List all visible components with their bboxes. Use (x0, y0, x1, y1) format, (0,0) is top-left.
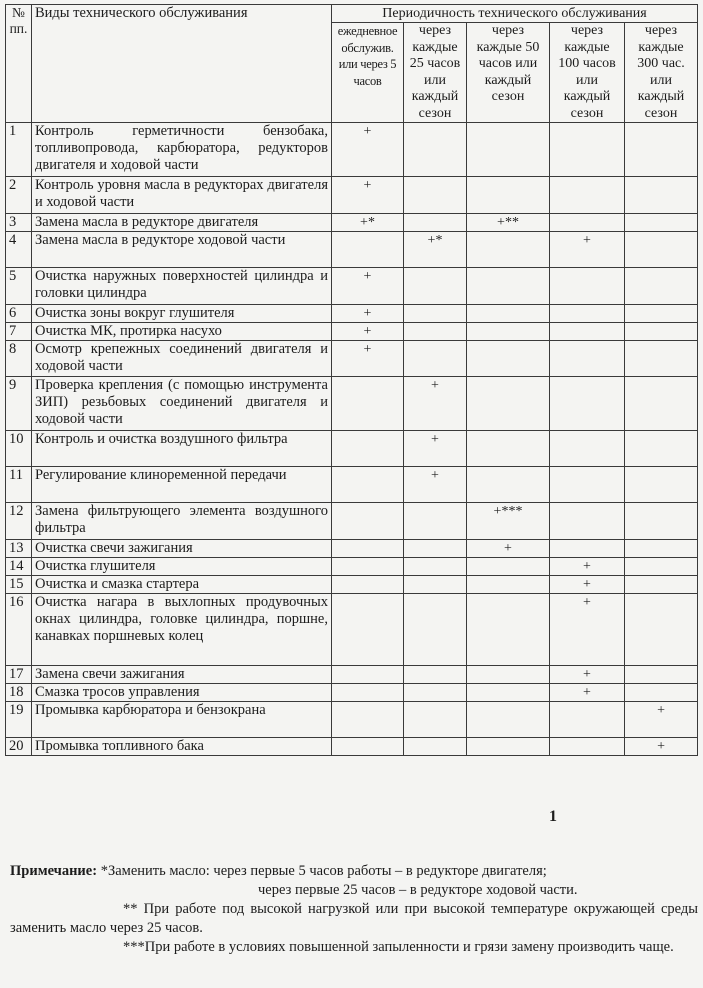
mark-daily (332, 377, 404, 431)
table-row (6, 341, 698, 377)
mark-daily: + (332, 268, 404, 305)
row-number: 8 (6, 341, 32, 377)
service-name: Очистка и смазка стартера (32, 576, 332, 594)
table-row (6, 268, 698, 305)
mark-25h (404, 177, 467, 214)
mark-25h (404, 738, 467, 756)
mark-100h: + (550, 558, 625, 576)
mark-100h (550, 738, 625, 756)
mark-50h (467, 558, 550, 576)
handwritten-mark: 1 (549, 808, 557, 825)
mark-50h (467, 268, 550, 305)
header-col-300h: через каждые 300 час. или каждый сезон (625, 23, 698, 123)
footnote-line-4: ***При работе в условиях повышенной запыленности и грязи замену производить чаще. (123, 939, 674, 955)
service-name: Очистка зоны вокруг глушителя (32, 305, 332, 323)
mark-daily (332, 576, 404, 594)
footnote-text-1: *Заменить масло: через первые 5 часов работы – в редукторе двигателя; (100, 863, 547, 879)
table-row (6, 702, 698, 738)
mark-50h (467, 684, 550, 702)
mark-100h (550, 323, 625, 341)
mark-100h (550, 431, 625, 467)
mark-50h (467, 177, 550, 214)
mark-daily (332, 684, 404, 702)
mark-daily: + (332, 305, 404, 323)
mark-25h: + (404, 431, 467, 467)
mark-300h (625, 431, 698, 467)
table-row (6, 540, 698, 558)
header-number: № пп. (6, 5, 32, 123)
row-number: 19 (6, 702, 32, 738)
service-name: Замена масла в редукторе ходовой части (32, 232, 332, 268)
mark-daily (332, 666, 404, 684)
mark-daily (332, 232, 404, 268)
row-number: 4 (6, 232, 32, 268)
mark-25h (404, 341, 467, 377)
service-name: Контроль герметичности бензобака, топливопровода, карбюратора, редукторов двигателя и ходовой части (32, 123, 332, 177)
mark-300h (625, 558, 698, 576)
service-name: Осмотр крепежных соединений двигателя и ходовой части (32, 341, 332, 377)
mark-daily: + (332, 341, 404, 377)
mark-50h: + (467, 540, 550, 558)
row-number: 7 (6, 323, 32, 341)
table-row (6, 177, 698, 214)
mark-daily: + (332, 323, 404, 341)
service-name: Смазка тросов управления (32, 684, 332, 702)
mark-25h (404, 305, 467, 323)
row-number: 2 (6, 177, 32, 214)
header-periodicity: Периодичность технического обслуживания (332, 5, 698, 23)
mark-300h (625, 232, 698, 268)
table-row (6, 576, 698, 594)
mark-50h: +** (467, 214, 550, 232)
mark-50h (467, 576, 550, 594)
mark-50h (467, 123, 550, 177)
service-name: Очистка МК, протирка насухо (32, 323, 332, 341)
mark-50h (467, 341, 550, 377)
mark-daily (332, 702, 404, 738)
service-name: Замена свечи зажигания (32, 666, 332, 684)
table-row (6, 738, 698, 756)
table-row (6, 684, 698, 702)
mark-daily (332, 431, 404, 467)
mark-daily: + (332, 177, 404, 214)
mark-300h (625, 503, 698, 540)
header-col-50h: через каждые 50 часов или каждый сезон (467, 23, 550, 123)
maintenance-table (5, 4, 698, 756)
table-row (6, 431, 698, 467)
mark-25h (404, 684, 467, 702)
row-number: 14 (6, 558, 32, 576)
footnote (10, 862, 698, 957)
row-number: 15 (6, 576, 32, 594)
mark-300h (625, 305, 698, 323)
mark-100h (550, 123, 625, 177)
mark-50h (467, 666, 550, 684)
table-row (6, 305, 698, 323)
mark-300h (625, 341, 698, 377)
table-row (6, 503, 698, 540)
mark-50h (467, 377, 550, 431)
row-number: 11 (6, 467, 32, 503)
service-name: Промывка топливного бака (32, 738, 332, 756)
service-name: Очистка наружных поверхностей цилиндра и головки цилиндра (32, 268, 332, 305)
mark-100h (550, 268, 625, 305)
mark-300h (625, 268, 698, 305)
mark-50h (467, 467, 550, 503)
mark-50h (467, 431, 550, 467)
footnote-label: Примечание: (10, 863, 98, 879)
mark-25h (404, 123, 467, 177)
row-number: 9 (6, 377, 32, 431)
table-row (6, 123, 698, 177)
mark-100h: + (550, 594, 625, 666)
mark-300h (625, 123, 698, 177)
service-name: Замена масла в редукторе двигателя (32, 214, 332, 232)
table-row (6, 377, 698, 431)
mark-25h (404, 268, 467, 305)
mark-300h (625, 684, 698, 702)
service-name: Очистка нагара в выхлопных продувочных окнах цилиндра, головке цилиндра, поршне, канавках поршневых колец (32, 594, 332, 666)
mark-100h (550, 341, 625, 377)
table-row (6, 214, 698, 232)
mark-daily (332, 540, 404, 558)
service-name: Очистка свечи зажигания (32, 540, 332, 558)
mark-100h (550, 467, 625, 503)
service-name: Регулирование клиноременной передачи (32, 467, 332, 503)
mark-300h (625, 540, 698, 558)
footnote-line-2: через первые 25 часов – в редукторе ходовой части. (258, 882, 578, 898)
mark-daily: +* (332, 214, 404, 232)
mark-300h: + (625, 738, 698, 756)
mark-100h: + (550, 684, 625, 702)
header-col-daily: ежедневное обслужив. или через 5 часов (332, 23, 404, 123)
row-number: 1 (6, 123, 32, 177)
mark-daily: + (332, 123, 404, 177)
mark-100h (550, 702, 625, 738)
mark-50h (467, 305, 550, 323)
mark-300h (625, 467, 698, 503)
mark-50h: +*** (467, 503, 550, 540)
service-name: Проверка крепления (с помощью инструмента ЗИП) резьбовых соединений двигателя и ходовой части (32, 377, 332, 431)
mark-100h: + (550, 232, 625, 268)
service-name: Контроль уровня масла в редукторах двигателя и ходовой части (32, 177, 332, 214)
service-name: Замена фильтрующего элемента воздушного фильтра (32, 503, 332, 540)
mark-25h: + (404, 467, 467, 503)
mark-daily (332, 467, 404, 503)
header-col-100h: через каждые 100 часов или каждый сезон (550, 23, 625, 123)
mark-25h (404, 323, 467, 341)
mark-25h: + (404, 377, 467, 431)
table-row (6, 666, 698, 684)
mark-100h: + (550, 576, 625, 594)
header-col-25h: через каждые 25 часов или каждый сезон (404, 23, 467, 123)
mark-50h (467, 702, 550, 738)
mark-50h (467, 738, 550, 756)
table-row (6, 558, 698, 576)
mark-100h (550, 305, 625, 323)
table-row (6, 594, 698, 666)
row-number: 3 (6, 214, 32, 232)
footnote-line-1 (10, 862, 698, 881)
mark-100h (550, 540, 625, 558)
mark-25h (404, 503, 467, 540)
mark-300h (625, 576, 698, 594)
mark-50h (467, 594, 550, 666)
mark-300h (625, 377, 698, 431)
row-number: 5 (6, 268, 32, 305)
mark-100h: + (550, 666, 625, 684)
mark-25h: +* (404, 232, 467, 268)
mark-25h (404, 214, 467, 232)
mark-25h (404, 702, 467, 738)
row-number: 20 (6, 738, 32, 756)
mark-300h (625, 594, 698, 666)
row-number: 13 (6, 540, 32, 558)
mark-daily (332, 503, 404, 540)
mark-daily (332, 558, 404, 576)
mark-300h (625, 214, 698, 232)
table-row (6, 323, 698, 341)
mark-100h (550, 177, 625, 214)
mark-50h (467, 323, 550, 341)
row-number: 18 (6, 684, 32, 702)
service-name: Очистка глушителя (32, 558, 332, 576)
mark-25h (404, 576, 467, 594)
table-row (6, 232, 698, 268)
row-number: 6 (6, 305, 32, 323)
table-row (6, 467, 698, 503)
mark-100h (550, 503, 625, 540)
row-number: 16 (6, 594, 32, 666)
row-number: 10 (6, 431, 32, 467)
mark-100h (550, 214, 625, 232)
mark-25h (404, 540, 467, 558)
row-number: 12 (6, 503, 32, 540)
mark-300h (625, 177, 698, 214)
row-number: 17 (6, 666, 32, 684)
mark-300h (625, 666, 698, 684)
mark-daily (332, 594, 404, 666)
mark-daily (332, 738, 404, 756)
mark-25h (404, 594, 467, 666)
mark-300h: + (625, 702, 698, 738)
footnote-line-3: ** При работе под высокой нагрузкой или при высокой температуре окружающей среды заменить масло через 25 часов. (10, 901, 698, 936)
header-service-types: Виды технического обслуживания (32, 5, 332, 123)
mark-50h (467, 232, 550, 268)
mark-25h (404, 666, 467, 684)
mark-25h (404, 558, 467, 576)
mark-100h (550, 377, 625, 431)
service-name: Контроль и очистка воздушного фильтра (32, 431, 332, 467)
mark-300h (625, 323, 698, 341)
service-name: Промывка карбюратора и бензокрана (32, 702, 332, 738)
